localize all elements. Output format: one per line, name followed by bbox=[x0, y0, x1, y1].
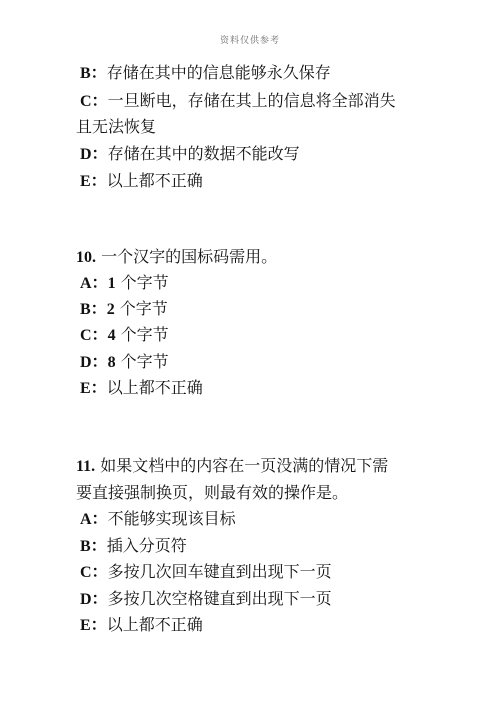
option-c-continuation bbox=[76, 117, 446, 137]
q11-option-a bbox=[80, 509, 450, 530]
option-text: 存储在其中的数据不能改写 bbox=[107, 144, 300, 163]
question-number: 11. bbox=[76, 458, 96, 475]
q11-option-b bbox=[80, 536, 450, 557]
q11-option-c bbox=[80, 562, 450, 583]
option-label: C： bbox=[80, 327, 108, 344]
question-10-stem bbox=[76, 247, 446, 268]
option-text: 存储在其中的信息能够永久保存 bbox=[106, 63, 331, 82]
q10-option-c bbox=[80, 325, 450, 346]
page-header: 资料仅供参考 bbox=[219, 36, 280, 46]
option-c bbox=[80, 91, 450, 112]
option-text: 个字节 bbox=[115, 352, 169, 371]
option-text: 多按几次空格键直到出现下一页 bbox=[107, 589, 332, 608]
question-11-stem bbox=[76, 456, 446, 477]
option-text: 以上都不正确 bbox=[106, 171, 203, 190]
option-text: 个字节 bbox=[114, 299, 168, 318]
q11-option-e bbox=[80, 615, 450, 636]
q10-option-e bbox=[80, 378, 450, 399]
option-label: A： bbox=[80, 275, 108, 292]
option-number: 1 bbox=[107, 275, 116, 292]
option-label: E： bbox=[80, 173, 107, 190]
option-label: D： bbox=[80, 146, 108, 163]
option-number: 2 bbox=[106, 301, 115, 318]
q11-option-d bbox=[80, 589, 450, 610]
option-text: 以上都不正确 bbox=[106, 615, 203, 634]
option-label: E： bbox=[80, 380, 107, 397]
option-label: B： bbox=[80, 65, 107, 82]
question-11-stem-continuation bbox=[76, 483, 446, 503]
option-label: B： bbox=[80, 301, 107, 318]
option-text: 多按几次回车键直到出现下一页 bbox=[107, 562, 332, 581]
option-text: 插入分页符 bbox=[106, 536, 187, 555]
option-label: B： bbox=[80, 538, 107, 555]
option-text: 个字节 bbox=[115, 273, 169, 292]
question-number: 10. bbox=[76, 249, 96, 266]
option-text: 以上都不正确 bbox=[106, 378, 203, 397]
q10-option-b bbox=[80, 299, 450, 320]
option-label: E： bbox=[80, 617, 107, 634]
option-label: C： bbox=[80, 93, 108, 110]
option-text: 一旦断电，存储在其上的信息将全部消失 bbox=[107, 91, 396, 110]
option-text: 个字节 bbox=[115, 325, 169, 344]
q10-option-d bbox=[80, 352, 450, 373]
option-number: 8 bbox=[107, 354, 116, 371]
option-label: D： bbox=[80, 354, 108, 371]
option-number: 4 bbox=[107, 327, 116, 344]
option-e bbox=[80, 171, 450, 192]
option-label: D： bbox=[80, 591, 108, 608]
question-text: 如果文档中的内容在一页没满的情况下需 bbox=[100, 456, 389, 475]
option-d bbox=[80, 144, 450, 165]
option-text: 不能够实现该目标 bbox=[107, 509, 236, 528]
question-text: 一个汉字的国标码需用。 bbox=[101, 247, 278, 266]
option-label: A： bbox=[80, 511, 108, 528]
option-b bbox=[80, 63, 450, 84]
question-text: 要直接强制换页，则最有效的操作是。 bbox=[76, 483, 349, 502]
option-label: C： bbox=[80, 564, 108, 581]
option-text: 且无法恢复 bbox=[76, 117, 157, 136]
q10-option-a bbox=[80, 273, 450, 294]
